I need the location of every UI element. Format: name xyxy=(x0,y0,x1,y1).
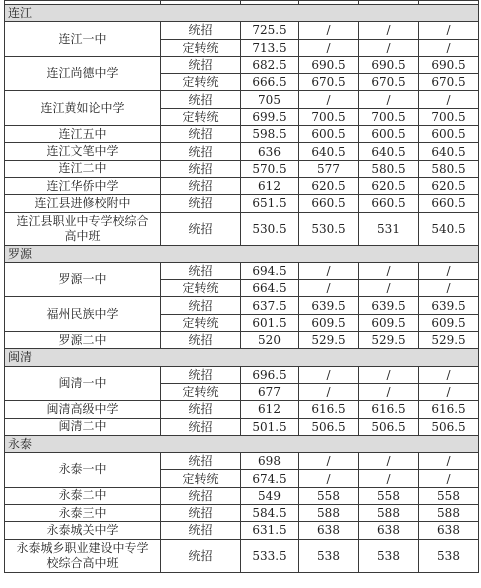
score-cell: 529.5 xyxy=(419,332,479,349)
table-body xyxy=(5,1,479,573)
admission-type: 统招 xyxy=(161,332,241,349)
table-row xyxy=(5,332,479,349)
score-cell: / xyxy=(359,22,419,39)
admission-type: 定转统 xyxy=(161,383,241,400)
score-cell: 506.5 xyxy=(359,418,419,435)
score-cell: 638 xyxy=(359,522,419,539)
score-cell: / xyxy=(299,470,359,487)
table-row xyxy=(5,160,479,177)
score-cell: 549 xyxy=(241,487,299,504)
admission-type: 统招 xyxy=(161,487,241,504)
admission-type: 统招 xyxy=(161,401,241,418)
score-cell: 506.5 xyxy=(419,418,479,435)
score-cell: 705 xyxy=(241,91,299,108)
score-cell: 638 xyxy=(419,522,479,539)
table-row xyxy=(5,539,479,572)
score-cell: 616.5 xyxy=(419,401,479,418)
score-cell: 530.5 xyxy=(241,212,299,245)
score-cell: / xyxy=(359,39,419,56)
score-cell: 588 xyxy=(299,505,359,522)
school-name: 罗源一中 xyxy=(5,262,161,297)
score-cell: 620.5 xyxy=(299,177,359,194)
score-cell: / xyxy=(359,383,419,400)
admission-type: 统招 xyxy=(161,212,241,245)
score-cell: 577 xyxy=(299,160,359,177)
school-name: 连江尚德中学 xyxy=(5,56,161,91)
score-cell: 540.5 xyxy=(419,212,479,245)
score-cell: 694.5 xyxy=(241,262,299,279)
table-row xyxy=(5,56,479,73)
table-row xyxy=(5,91,479,108)
school-name: 永泰二中 xyxy=(5,487,161,504)
region-name: 闽清 xyxy=(5,349,479,366)
school-name: 连江县进修校附中 xyxy=(5,195,161,212)
admission-score-table xyxy=(4,0,479,573)
admission-type: 统招 xyxy=(161,177,241,194)
score-cell: 558 xyxy=(299,487,359,504)
score-cell: 580.5 xyxy=(359,160,419,177)
score-cell: 639.5 xyxy=(299,297,359,314)
score-cell: / xyxy=(419,453,479,470)
admission-type: 定转统 xyxy=(161,74,241,91)
school-name: 闽清一中 xyxy=(5,366,161,401)
score-cell: 588 xyxy=(419,505,479,522)
school-name: 连江五中 xyxy=(5,126,161,143)
admission-type: 统招 xyxy=(161,505,241,522)
score-cell: / xyxy=(299,39,359,56)
score-cell: / xyxy=(359,280,419,297)
score-cell: 600.5 xyxy=(299,126,359,143)
table-row xyxy=(5,522,479,539)
admission-type: 统招 xyxy=(161,126,241,143)
admission-type: 统招 xyxy=(161,262,241,279)
table-row xyxy=(5,22,479,39)
score-cell: 640.5 xyxy=(299,143,359,160)
score-cell: 529.5 xyxy=(359,332,419,349)
admission-type: 统招 xyxy=(161,522,241,539)
school-name: 福州民族中学 xyxy=(5,297,161,332)
table-row xyxy=(5,195,479,212)
score-cell: 533.5 xyxy=(241,539,299,572)
score-cell: 636 xyxy=(241,143,299,160)
admission-type: 统招 xyxy=(161,539,241,572)
score-cell: / xyxy=(359,470,419,487)
score-cell: 588 xyxy=(359,505,419,522)
score-cell: / xyxy=(419,366,479,383)
admission-type: 统招 xyxy=(161,418,241,435)
score-cell: / xyxy=(299,262,359,279)
score-cell: 700.5 xyxy=(299,108,359,125)
admission-type: 统招 xyxy=(161,143,241,160)
table-row xyxy=(5,212,479,245)
score-cell: 598.5 xyxy=(241,126,299,143)
score-cell: 670.5 xyxy=(419,74,479,91)
region-name: 罗源 xyxy=(5,245,479,262)
score-cell: 651.5 xyxy=(241,195,299,212)
score-cell: / xyxy=(359,262,419,279)
score-cell: 506.5 xyxy=(299,418,359,435)
score-cell: 690.5 xyxy=(359,56,419,73)
score-cell: 580.5 xyxy=(419,160,479,177)
admission-type: 统招 xyxy=(161,453,241,470)
admission-type: 定转统 xyxy=(161,470,241,487)
score-cell: 616.5 xyxy=(359,401,419,418)
score-cell: 677 xyxy=(241,383,299,400)
score-cell: 612 xyxy=(241,177,299,194)
table-row xyxy=(5,366,479,383)
score-cell: / xyxy=(419,39,479,56)
score-cell: 609.5 xyxy=(359,314,419,331)
score-cell: 725.5 xyxy=(241,22,299,39)
score-cell: 639.5 xyxy=(359,297,419,314)
score-cell: 531 xyxy=(359,212,419,245)
score-cell: / xyxy=(299,91,359,108)
score-cell: 558 xyxy=(359,487,419,504)
score-cell: 638 xyxy=(299,522,359,539)
score-cell: 700.5 xyxy=(359,108,419,125)
score-cell: 570.5 xyxy=(241,160,299,177)
school-name: 连江一中 xyxy=(5,22,161,57)
table-row xyxy=(5,453,479,470)
score-cell: 713.5 xyxy=(241,39,299,56)
region-header-row xyxy=(5,349,479,366)
score-cell: 674.5 xyxy=(241,470,299,487)
school-name: 永泰三中 xyxy=(5,505,161,522)
admission-type: 统招 xyxy=(161,195,241,212)
region-header-row xyxy=(5,245,479,262)
region-name: 永泰 xyxy=(5,435,479,452)
table-row xyxy=(5,487,479,504)
score-cell: 584.5 xyxy=(241,505,299,522)
score-cell: 690.5 xyxy=(299,56,359,73)
score-cell: / xyxy=(419,470,479,487)
school-name: 连江华侨中学 xyxy=(5,177,161,194)
table-row xyxy=(5,126,479,143)
school-name: 闽清二中 xyxy=(5,418,161,435)
school-name: 连江文笔中学 xyxy=(5,143,161,160)
score-cell: 690.5 xyxy=(419,56,479,73)
school-name: 连江黄如论中学 xyxy=(5,91,161,126)
score-cell: / xyxy=(419,262,479,279)
admission-type: 定转统 xyxy=(161,39,241,56)
score-cell: / xyxy=(299,366,359,383)
score-cell: 696.5 xyxy=(241,366,299,383)
score-cell: 670.5 xyxy=(359,74,419,91)
school-name: 永泰城乡职业建设中专学校综合高中班 xyxy=(5,539,161,572)
admission-type: 定转统 xyxy=(161,314,241,331)
admission-type: 统招 xyxy=(161,22,241,39)
admission-type: 定转统 xyxy=(161,108,241,125)
score-cell: 698 xyxy=(241,453,299,470)
score-cell: / xyxy=(419,383,479,400)
score-cell: / xyxy=(299,22,359,39)
score-cell: 639.5 xyxy=(419,297,479,314)
score-cell: 700.5 xyxy=(419,108,479,125)
score-cell: 558 xyxy=(419,487,479,504)
score-cell: / xyxy=(419,91,479,108)
score-cell: 640.5 xyxy=(419,143,479,160)
score-cell: 609.5 xyxy=(419,314,479,331)
score-cell: 640.5 xyxy=(359,143,419,160)
table-row xyxy=(5,262,479,279)
region-header-row xyxy=(5,5,479,22)
score-cell: 620.5 xyxy=(359,177,419,194)
score-cell: 600.5 xyxy=(419,126,479,143)
score-cell: 616.5 xyxy=(299,401,359,418)
score-cell: / xyxy=(419,22,479,39)
score-cell: / xyxy=(299,453,359,470)
score-cell: / xyxy=(299,383,359,400)
region-name: 连江 xyxy=(5,5,479,22)
admission-type: 统招 xyxy=(161,160,241,177)
score-cell: 612 xyxy=(241,401,299,418)
score-cell: 666.5 xyxy=(241,74,299,91)
school-name: 永泰一中 xyxy=(5,453,161,488)
admission-type: 统招 xyxy=(161,366,241,383)
score-cell: / xyxy=(359,453,419,470)
score-cell: 637.5 xyxy=(241,297,299,314)
table-row xyxy=(5,401,479,418)
admission-type: 统招 xyxy=(161,297,241,314)
score-cell: 620.5 xyxy=(419,177,479,194)
school-name: 连江县职业中专学校综合高中班 xyxy=(5,212,161,245)
score-cell: 529.5 xyxy=(299,332,359,349)
score-cell: 670.5 xyxy=(299,74,359,91)
score-cell: 609.5 xyxy=(299,314,359,331)
score-cell: 501.5 xyxy=(241,418,299,435)
admission-type: 统招 xyxy=(161,56,241,73)
school-name: 闽清高级中学 xyxy=(5,401,161,418)
table-row xyxy=(5,297,479,314)
score-cell: 660.5 xyxy=(359,195,419,212)
score-cell: 530.5 xyxy=(299,212,359,245)
admission-type: 定转统 xyxy=(161,280,241,297)
score-cell: / xyxy=(299,280,359,297)
school-name: 永泰城关中学 xyxy=(5,522,161,539)
score-cell: / xyxy=(359,366,419,383)
table-row xyxy=(5,177,479,194)
table-row xyxy=(5,505,479,522)
score-cell: 538 xyxy=(359,539,419,572)
score-cell: 601.5 xyxy=(241,314,299,331)
school-name: 连江二中 xyxy=(5,160,161,177)
score-cell: 600.5 xyxy=(359,126,419,143)
region-header-row xyxy=(5,435,479,452)
admission-type: 统招 xyxy=(161,91,241,108)
score-cell: / xyxy=(359,91,419,108)
table-row xyxy=(5,418,479,435)
school-name: 罗源二中 xyxy=(5,332,161,349)
score-cell: / xyxy=(419,280,479,297)
score-cell: 699.5 xyxy=(241,108,299,125)
score-cell: 682.5 xyxy=(241,56,299,73)
score-cell: 538 xyxy=(299,539,359,572)
score-cell: 631.5 xyxy=(241,522,299,539)
table-row xyxy=(5,143,479,160)
score-cell: 660.5 xyxy=(299,195,359,212)
score-cell: 664.5 xyxy=(241,280,299,297)
score-cell: 538 xyxy=(419,539,479,572)
score-cell: 520 xyxy=(241,332,299,349)
score-cell: 660.5 xyxy=(419,195,479,212)
